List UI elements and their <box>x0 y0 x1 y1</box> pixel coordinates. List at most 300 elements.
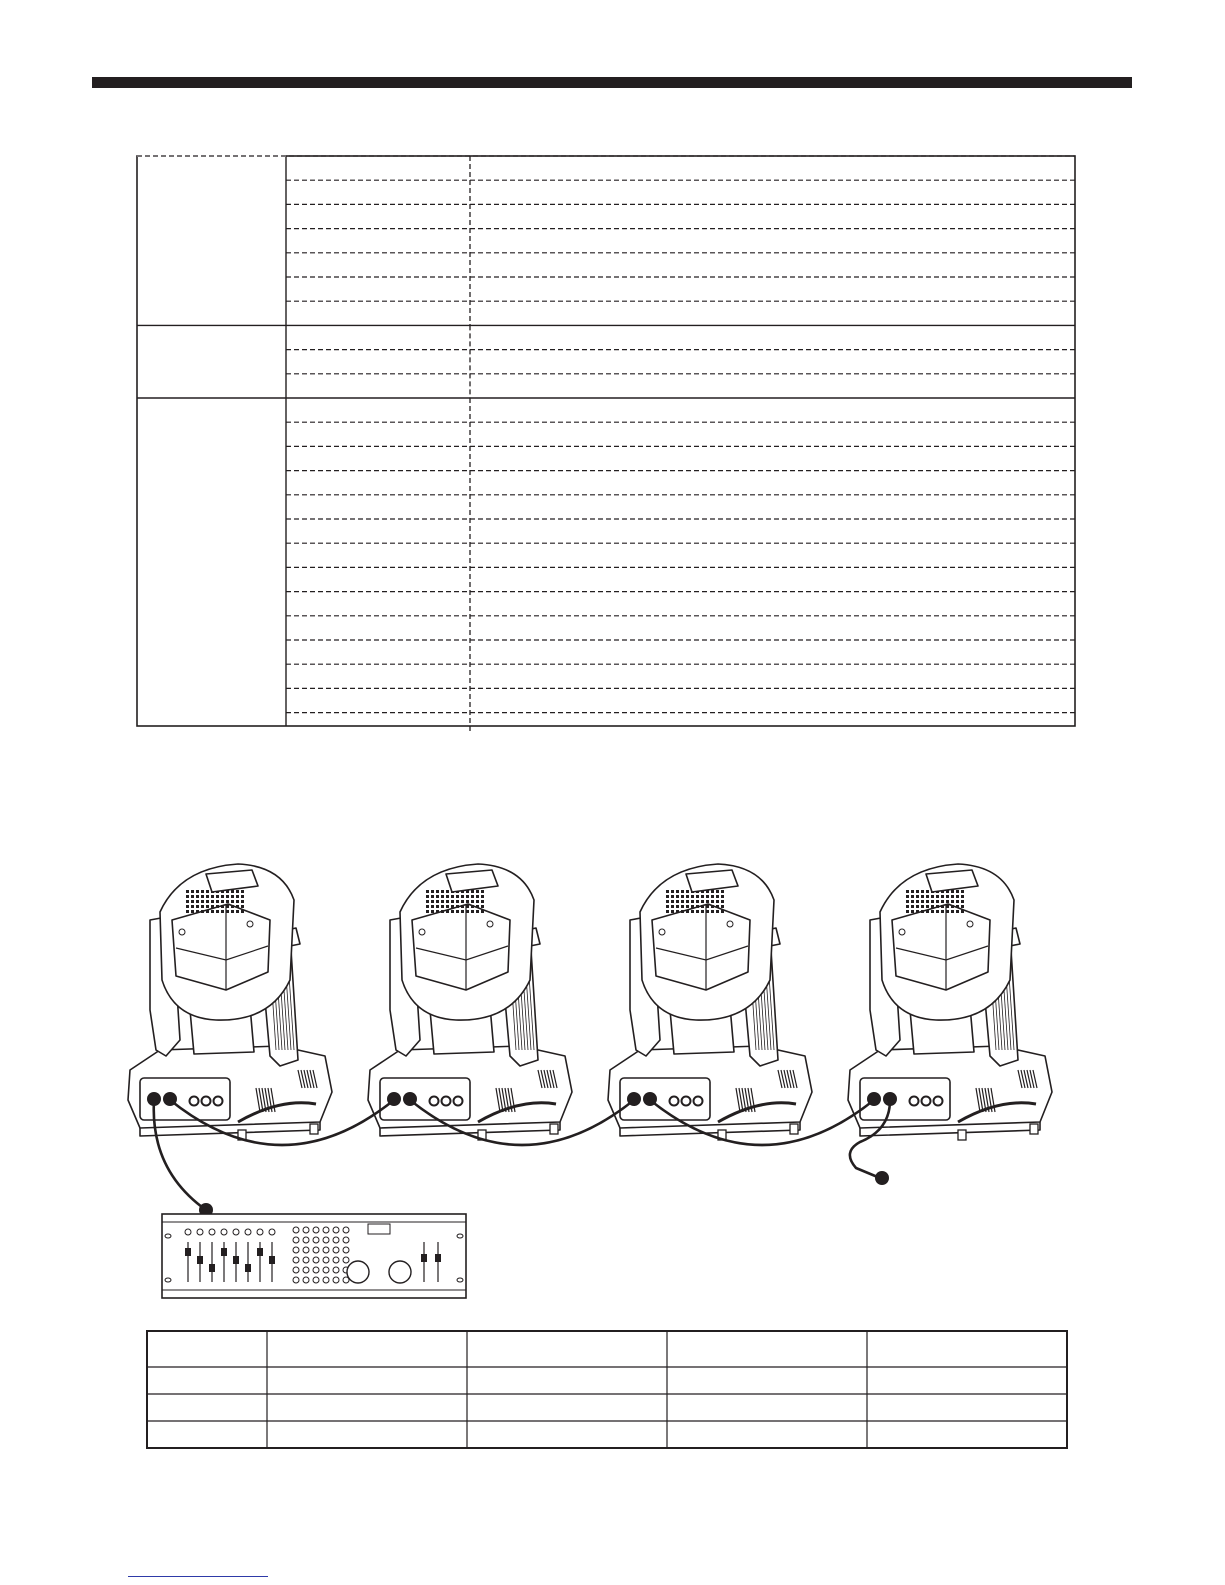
head-grille-dot <box>236 895 239 898</box>
head-grille-dot <box>221 910 224 913</box>
dmx-controller <box>162 1214 466 1298</box>
rack-hole <box>457 1278 463 1282</box>
head-grille-dot <box>671 895 674 898</box>
head-grille-dot <box>936 900 939 903</box>
head-grille-dot <box>476 895 479 898</box>
head-grille-dot <box>206 895 209 898</box>
head-grille-dot <box>691 905 694 908</box>
head-grille-dot <box>451 905 454 908</box>
scene-button <box>313 1227 319 1233</box>
head-grille-dot <box>686 890 689 893</box>
head-grille-dot <box>206 900 209 903</box>
head-grille-dot <box>211 905 214 908</box>
head-grille-dot <box>916 910 919 913</box>
head-grille-dot <box>716 895 719 898</box>
head-grille-dot <box>471 890 474 893</box>
scene-button <box>313 1267 319 1273</box>
head-grille-dot <box>931 895 934 898</box>
head-grille-dot <box>241 895 244 898</box>
head-grille-dot <box>701 895 704 898</box>
scene-button <box>303 1257 309 1263</box>
head-grille-dot <box>916 905 919 908</box>
head-grille-dot <box>936 910 939 913</box>
head-grille-dot <box>471 910 474 913</box>
head-grille-dot <box>476 905 479 908</box>
head-grille-dot <box>441 895 444 898</box>
head-screw <box>659 929 665 935</box>
power-port <box>682 1097 691 1106</box>
moving-head-2 <box>368 864 572 1140</box>
head-grille-dot <box>431 910 434 913</box>
head-front-panel <box>652 904 750 990</box>
scene-button <box>333 1257 339 1263</box>
head-grille-dot <box>961 910 964 913</box>
head-grille-dot <box>921 895 924 898</box>
head-grille-dot <box>666 910 669 913</box>
head-grille-dot <box>666 905 669 908</box>
head-grille-dot <box>671 905 674 908</box>
head-grille-dot <box>201 905 204 908</box>
fader-knob <box>185 1248 191 1256</box>
address-table-border <box>147 1331 1067 1448</box>
head-grille-dot <box>191 900 194 903</box>
head-grille-dot <box>186 905 189 908</box>
moving-head-3 <box>608 864 812 1140</box>
head-grille-dot <box>716 910 719 913</box>
head-grille-dot <box>186 895 189 898</box>
head-grille-dot <box>216 910 219 913</box>
scene-button <box>313 1257 319 1263</box>
channel-button <box>221 1229 227 1235</box>
controller-body <box>162 1214 466 1298</box>
power-port <box>442 1097 451 1106</box>
dmx-connection-diagram <box>120 860 1080 1320</box>
head-grille-dot <box>426 905 429 908</box>
fixture-foot <box>1030 1124 1038 1134</box>
channel-button <box>269 1229 275 1235</box>
head-grille-dot <box>681 900 684 903</box>
head-screw <box>899 929 905 935</box>
head-grille-dot <box>946 910 949 913</box>
head-grille-dot <box>936 895 939 898</box>
scene-button <box>303 1277 309 1283</box>
scene-button <box>303 1237 309 1243</box>
head-grille-dot <box>196 890 199 893</box>
head-grille-dot <box>681 890 684 893</box>
head-grille-dot <box>186 910 189 913</box>
head-grille-dot <box>231 910 234 913</box>
fader-knob <box>257 1248 263 1256</box>
head-grille-dot <box>231 890 234 893</box>
power-port <box>694 1097 703 1106</box>
head-grille-dot <box>226 905 229 908</box>
head-screw <box>419 929 425 935</box>
scene-button <box>333 1227 339 1233</box>
head-grille-dot <box>201 910 204 913</box>
head-grille-dot <box>461 905 464 908</box>
head-grille-dot <box>906 905 909 908</box>
spec-table <box>136 155 1086 733</box>
head-grille-dot <box>696 905 699 908</box>
scene-button <box>333 1247 339 1253</box>
head-grille-dot <box>221 895 224 898</box>
scene-button <box>333 1277 339 1283</box>
head-grille-dot <box>946 900 949 903</box>
head-grille-dot <box>456 905 459 908</box>
address-table <box>146 1330 1080 1461</box>
head-grille-dot <box>936 905 939 908</box>
head-grille-dot <box>241 910 244 913</box>
head-grille-dot <box>906 900 909 903</box>
head-grille-dot <box>716 890 719 893</box>
head-grille-dot <box>716 900 719 903</box>
head-grille-dot <box>676 905 679 908</box>
fader-knob <box>269 1256 275 1264</box>
fixture-foot <box>790 1124 798 1134</box>
head-grille-dot <box>671 900 674 903</box>
head-grille-dot <box>711 895 714 898</box>
head-screw <box>179 929 185 935</box>
head-grille-dot <box>926 900 929 903</box>
head-grille-dot <box>196 895 199 898</box>
scene-button <box>323 1277 329 1283</box>
head-grille-dot <box>681 905 684 908</box>
head-grille-dot <box>931 905 934 908</box>
head-grille-dot <box>446 895 449 898</box>
head-grille-dot <box>231 895 234 898</box>
head-screw <box>967 921 973 927</box>
head-grille-dot <box>956 900 959 903</box>
head-grille-dot <box>961 905 964 908</box>
scene-button <box>293 1267 299 1273</box>
scene-button <box>343 1247 349 1253</box>
head-front-panel <box>172 904 270 990</box>
head-grille-dot <box>191 910 194 913</box>
head-grille-dot <box>216 895 219 898</box>
head-grille-dot <box>226 910 229 913</box>
head-grille-dot <box>911 910 914 913</box>
scene-button <box>323 1267 329 1273</box>
head-grille-dot <box>436 890 439 893</box>
head-grille-dot <box>691 895 694 898</box>
head-grille-dot <box>451 900 454 903</box>
head-screw <box>247 921 253 927</box>
dmx-terminator <box>875 1171 889 1185</box>
head-screw <box>487 921 493 927</box>
head-grille-dot <box>191 890 194 893</box>
scene-button <box>303 1267 309 1273</box>
power-port <box>454 1097 463 1106</box>
head-grille-dot <box>946 905 949 908</box>
head-grille-dot <box>951 905 954 908</box>
head-grille-dot <box>921 910 924 913</box>
power-port <box>214 1097 223 1106</box>
head-grille-dot <box>241 905 244 908</box>
scene-button <box>293 1247 299 1253</box>
head-grille-dot <box>436 910 439 913</box>
head-grille-dot <box>911 895 914 898</box>
head-grille-dot <box>236 905 239 908</box>
scene-button <box>343 1227 349 1233</box>
head-grille-dot <box>691 900 694 903</box>
head-grille-dot <box>941 905 944 908</box>
head-grille-dot <box>671 910 674 913</box>
head-grille-dot <box>211 895 214 898</box>
head-grille-dot <box>941 900 944 903</box>
head-grille-dot <box>236 910 239 913</box>
head-grille-dot <box>926 905 929 908</box>
power-port <box>922 1097 931 1106</box>
head-front-panel <box>892 904 990 990</box>
channel-button <box>197 1229 203 1235</box>
power-port <box>910 1097 919 1106</box>
head-grille-dot <box>186 890 189 893</box>
scene-button <box>293 1237 299 1243</box>
master-fader-knob <box>421 1254 427 1262</box>
head-grille-dot <box>711 900 714 903</box>
channel-button <box>185 1229 191 1235</box>
head-grille-dot <box>691 910 694 913</box>
channel-button <box>209 1229 215 1235</box>
head-grille-dot <box>926 890 929 893</box>
scene-button <box>323 1237 329 1243</box>
fixture-foot <box>550 1124 558 1134</box>
head-grille-dot <box>446 900 449 903</box>
moving-head-4 <box>848 864 1052 1140</box>
head-grille-dot <box>926 895 929 898</box>
head-grille-dot <box>676 890 679 893</box>
rack-hole <box>165 1234 171 1238</box>
head-grille-dot <box>476 890 479 893</box>
head-grille-dot <box>721 905 724 908</box>
scene-button <box>323 1227 329 1233</box>
head-grille-dot <box>466 900 469 903</box>
jog-wheel <box>347 1261 369 1283</box>
head-grille-dot <box>211 900 214 903</box>
head-grille-dot <box>446 890 449 893</box>
scene-button <box>293 1277 299 1283</box>
head-grille-dot <box>941 910 944 913</box>
head-grille-dot <box>906 890 909 893</box>
head-grille-dot <box>221 900 224 903</box>
head-grille-dot <box>466 910 469 913</box>
head-grille-dot <box>721 910 724 913</box>
head-grille-dot <box>201 900 204 903</box>
scene-button <box>313 1237 319 1243</box>
head-grille-dot <box>676 900 679 903</box>
head-grille-dot <box>481 905 484 908</box>
head-grille-dot <box>196 910 199 913</box>
head-grille-dot <box>686 910 689 913</box>
head-front-panel <box>412 904 510 990</box>
head-grille-dot <box>431 890 434 893</box>
head-grille-dot <box>956 895 959 898</box>
fader-knob <box>221 1248 227 1256</box>
head-grille-dot <box>951 890 954 893</box>
fader-knob <box>233 1256 239 1264</box>
master-fader-knob <box>435 1254 441 1262</box>
head-grille-dot <box>206 905 209 908</box>
head-grille-dot <box>676 910 679 913</box>
head-grille-dot <box>681 895 684 898</box>
footer-link-underline <box>128 1576 268 1577</box>
head-grille-dot <box>481 900 484 903</box>
scene-button <box>343 1257 349 1263</box>
fixture-foot <box>310 1124 318 1134</box>
scene-button <box>323 1257 329 1263</box>
fader-knob <box>245 1264 251 1272</box>
head-grille-dot <box>666 890 669 893</box>
head-grille-dot <box>221 905 224 908</box>
head-grille-dot <box>456 900 459 903</box>
head-grille-dot <box>216 900 219 903</box>
head-grille-dot <box>696 900 699 903</box>
channel-button <box>245 1229 251 1235</box>
head-grille-dot <box>471 895 474 898</box>
head-grille-dot <box>241 890 244 893</box>
head-grille-dot <box>461 895 464 898</box>
head-grille-dot <box>666 895 669 898</box>
head-grille-dot <box>666 900 669 903</box>
power-port <box>202 1097 211 1106</box>
head-grille-dot <box>961 895 964 898</box>
head-grille-dot <box>426 900 429 903</box>
head-grille-dot <box>191 905 194 908</box>
head-grille-dot <box>241 900 244 903</box>
head-grille-dot <box>441 890 444 893</box>
head-grille-dot <box>921 900 924 903</box>
scene-button <box>313 1247 319 1253</box>
head-grille-dot <box>701 900 704 903</box>
head-grille-dot <box>711 905 714 908</box>
head-grille-dot <box>706 895 709 898</box>
rack-hole <box>165 1278 171 1282</box>
head-grille-dot <box>681 910 684 913</box>
head-grille-dot <box>476 910 479 913</box>
head-grille-dot <box>961 890 964 893</box>
head-grille-dot <box>721 895 724 898</box>
head-grille-dot <box>456 910 459 913</box>
head-grille-dot <box>451 910 454 913</box>
head-grille-dot <box>906 910 909 913</box>
head-grille-dot <box>706 900 709 903</box>
head-grille-dot <box>471 900 474 903</box>
head-grille-dot <box>211 910 214 913</box>
head-grille-dot <box>906 895 909 898</box>
power-port <box>430 1097 439 1106</box>
head-grille-dot <box>701 905 704 908</box>
head-grille-dot <box>721 900 724 903</box>
fader-knob <box>209 1264 215 1272</box>
head-screw <box>727 921 733 927</box>
head-grille-dot <box>706 905 709 908</box>
head-grille-dot <box>196 900 199 903</box>
head-grille-dot <box>201 890 204 893</box>
head-grille-dot <box>706 910 709 913</box>
scene-button <box>293 1257 299 1263</box>
scene-button <box>333 1237 339 1243</box>
head-grille-dot <box>956 890 959 893</box>
head-grille-dot <box>186 900 189 903</box>
head-grille-dot <box>951 900 954 903</box>
fixture-foot <box>958 1130 966 1140</box>
head-grille-dot <box>716 905 719 908</box>
head-grille-dot <box>951 895 954 898</box>
head-grille-dot <box>696 895 699 898</box>
head-grille-dot <box>956 905 959 908</box>
head-grille-dot <box>236 900 239 903</box>
head-grille-dot <box>931 900 934 903</box>
head-grille-dot <box>911 890 914 893</box>
head-grille-dot <box>911 900 914 903</box>
head-grille-dot <box>431 895 434 898</box>
footer-link[interactable] <box>128 1561 268 1575</box>
head-grille-dot <box>911 905 914 908</box>
head-grille-dot <box>196 905 199 908</box>
head-grille-dot <box>671 890 674 893</box>
head-grille-dot <box>226 900 229 903</box>
head-grille-dot <box>476 900 479 903</box>
head-grille-dot <box>481 910 484 913</box>
head-grille-dot <box>711 890 714 893</box>
head-grille-dot <box>206 890 209 893</box>
head-grille-dot <box>436 895 439 898</box>
head-grille-dot <box>921 890 924 893</box>
head-grille-dot <box>426 890 429 893</box>
head-grille-dot <box>916 895 919 898</box>
head-grille-dot <box>446 910 449 913</box>
head-grille-dot <box>931 910 934 913</box>
head-grille-dot <box>446 905 449 908</box>
head-grille-dot <box>466 895 469 898</box>
head-grille-dot <box>701 910 704 913</box>
scene-button <box>313 1277 319 1283</box>
scene-button <box>333 1267 339 1273</box>
head-grille-dot <box>951 910 954 913</box>
head-grille-dot <box>686 895 689 898</box>
head-grille-dot <box>201 895 204 898</box>
head-grille-dot <box>721 890 724 893</box>
head-grille-dot <box>686 905 689 908</box>
head-grille-dot <box>426 895 429 898</box>
head-grille-dot <box>916 900 919 903</box>
controller-display <box>368 1224 390 1234</box>
head-grille-dot <box>926 910 929 913</box>
channel-button <box>257 1229 263 1235</box>
head-grille-dot <box>956 910 959 913</box>
moving-head-1 <box>128 864 332 1140</box>
head-grille-dot <box>236 890 239 893</box>
head-grille-dot <box>451 895 454 898</box>
rack-hole <box>457 1234 463 1238</box>
head-grille-dot <box>431 905 434 908</box>
jog-wheel <box>389 1261 411 1283</box>
head-grille-dot <box>481 890 484 893</box>
head-grille-dot <box>441 910 444 913</box>
head-grille-dot <box>961 900 964 903</box>
head-grille-dot <box>481 895 484 898</box>
fader-knob <box>197 1256 203 1264</box>
head-grille-dot <box>921 905 924 908</box>
head-grille-dot <box>426 910 429 913</box>
head-grille-dot <box>686 900 689 903</box>
scene-button <box>343 1237 349 1243</box>
head-grille-dot <box>441 905 444 908</box>
head-grille-dot <box>436 900 439 903</box>
head-grille-dot <box>946 895 949 898</box>
scene-button <box>303 1247 309 1253</box>
head-grille-dot <box>696 910 699 913</box>
